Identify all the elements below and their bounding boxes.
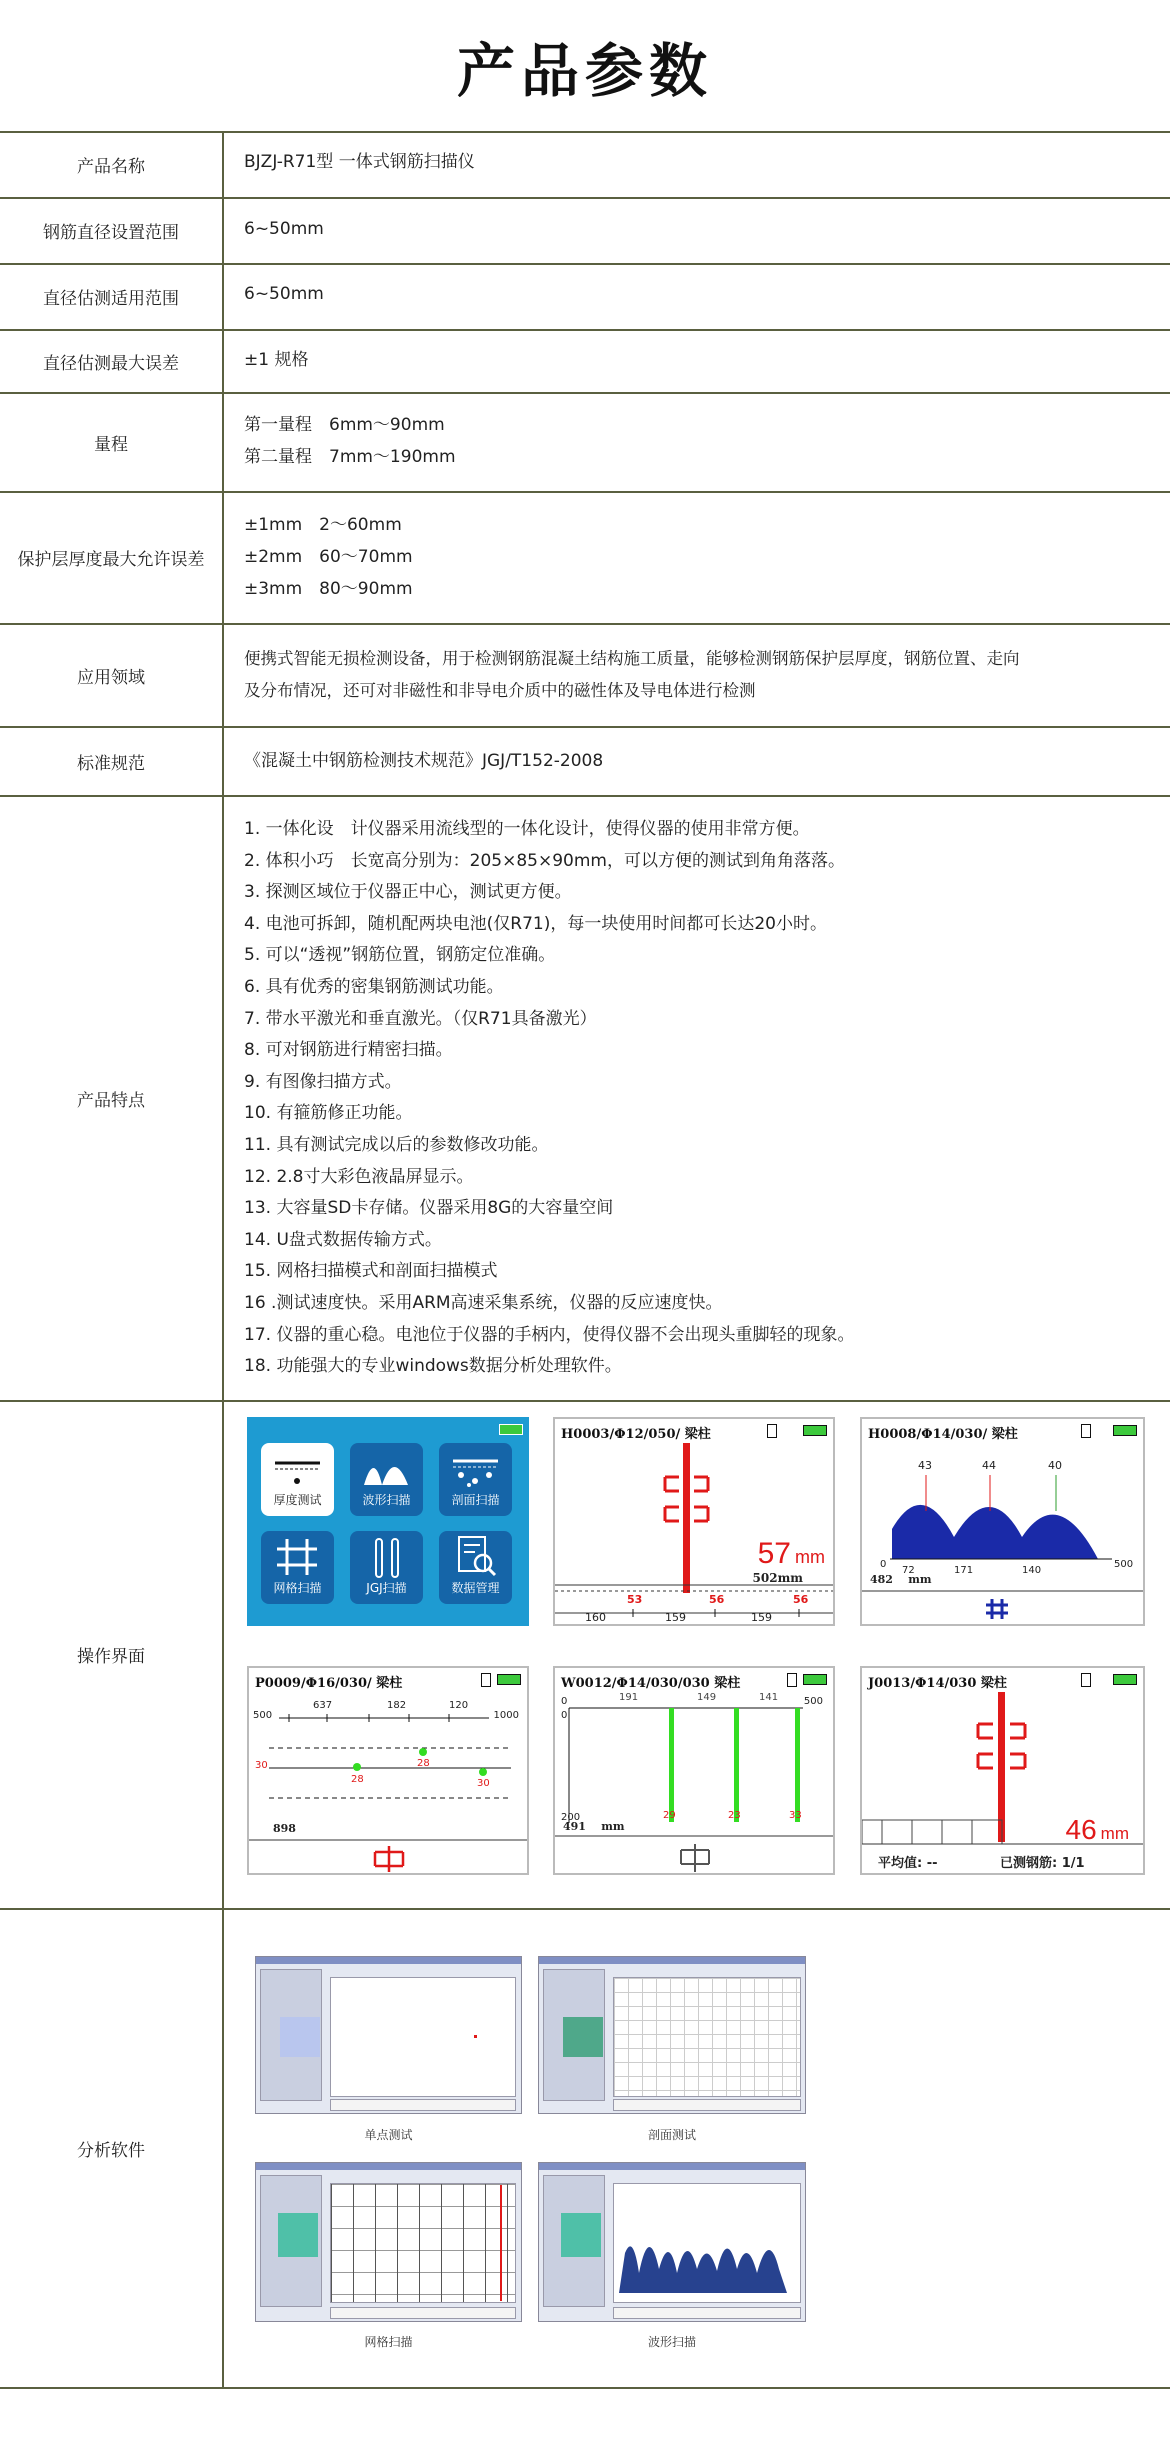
software-screenshot-single <box>255 1956 522 2114</box>
menu-item-thickness[interactable] <box>261 1443 334 1516</box>
software-caption: 网格扫描 <box>364 2335 413 2349</box>
row-value <box>244 509 1150 605</box>
dot-value: 30 <box>477 1778 490 1789</box>
value-line: 及分布情况，还可对非磁性和非导电介质中的磁性体及导电体进行检测 <box>244 681 756 700</box>
row-label: 保护层厚度最大允许误差 <box>17 550 205 570</box>
feature-item: 15. 网格扫描模式和剖面扫描模式 <box>244 1261 498 1282</box>
peak-label: 40 <box>1048 1459 1062 1472</box>
wave-thumbnail <box>619 2223 795 2303</box>
value-line: 6~50mm <box>244 284 324 304</box>
feature-item: 2. 体积小巧 长宽高分别为：205×85×90mm，可以方便的测试到角角落落。 <box>244 850 845 871</box>
software-screenshot-grid <box>255 2162 522 2322</box>
feature-item: 7. 带水平激光和垂直激光。（仅R71具备激光） <box>244 1008 597 1029</box>
jgj-scan-screen <box>860 1666 1145 1875</box>
feature-item: 4. 电池可拆卸，随机配两块电池(仅R71)，每一块使用时间都可长达20小时。 <box>244 913 827 934</box>
feature-item: 3. 探测区域位于仪器正中心，测试更方便。 <box>244 882 572 903</box>
value-line: 6~50mm <box>244 219 324 239</box>
feature-item: 16 .测试速度快。采用ARM高速采集系统，仪器的反应速度快。 <box>244 1292 723 1313</box>
row-label: 分析软件 <box>77 2140 145 2161</box>
bar-value: 23 <box>728 1810 741 1821</box>
depth-readout: 491 mm <box>563 1820 625 1833</box>
feature-item: 13. 大容量SD卡存储。仪器采用8G的大容量空间 <box>244 1198 614 1219</box>
divider <box>0 2387 1170 2389</box>
rebar-bar <box>734 1708 739 1822</box>
feature-item: 18. 功能强大的专业windows数据分析处理软件。 <box>244 1356 622 1377</box>
row-label: 直径估测适用范围 <box>43 289 179 309</box>
rebar-dot <box>419 1748 427 1756</box>
peak-label: 44 <box>982 1459 996 1472</box>
row-value <box>244 409 1150 473</box>
feature-item: 17. 仪器的重心稳。电池位于仪器的手柄内，使得仪器不会出现头重脚轻的现象。 <box>244 1324 855 1345</box>
row-value <box>244 643 1150 707</box>
menu-item-jgj[interactable] <box>350 1531 423 1604</box>
screen-title: H0003/Φ12/050/ 梁柱 <box>561 1427 711 1442</box>
bar-value: 29 <box>663 1810 676 1821</box>
feature-item: 9. 有图像扫描方式。 <box>244 1071 402 1092</box>
axis-tick: 171 <box>954 1565 974 1576</box>
profile-scan-screen <box>247 1666 529 1875</box>
row-label: 操作界面 <box>77 1647 145 1667</box>
menu-item-label: 厚度测试 <box>273 1493 322 1507</box>
value-line: ±1mm 2～60mm <box>244 515 402 535</box>
menu-item-wave[interactable] <box>350 1443 423 1516</box>
span-value: 191 <box>619 1692 639 1703</box>
feature-item: 12. 2.8寸大彩色液晶屏显示。 <box>244 1166 474 1187</box>
row-label: 量程 <box>94 434 128 455</box>
depth-readout: 482 mm <box>870 1573 932 1586</box>
row-label: 应用领域 <box>77 667 145 688</box>
mark-value: 56 <box>793 1593 809 1606</box>
peak-label: 43 <box>918 1459 932 1472</box>
rebar-icon <box>350 1531 423 1581</box>
wave-scan-screen <box>860 1417 1145 1626</box>
feature-item: 11. 具有测试完成以后的参数修改功能。 <box>244 1134 549 1155</box>
row-value <box>244 344 1150 376</box>
menu-item-grid[interactable] <box>261 1531 334 1604</box>
menu-item-label: 剖面扫描 <box>451 1493 500 1507</box>
axis-tick: 140 <box>1022 1565 1042 1576</box>
value-line: 便携式智能无损检测设备，用于检测钢筋混凝土结构施工质量，能够检测钢筋保护层厚度，钢筋位置、走向 <box>244 649 1020 668</box>
span-value: 141 <box>759 1692 779 1703</box>
screen-title: W0012/Φ14/030/030 梁柱 <box>561 1676 741 1691</box>
software-screenshot-wave <box>538 2162 806 2322</box>
axis-tick: 200 <box>561 1812 581 1823</box>
menu-item-label: JGJ扫描 <box>366 1581 407 1595</box>
wave-icon <box>350 1443 423 1493</box>
mark-value: 53 <box>627 1593 643 1606</box>
crosshair-icon <box>375 1846 403 1872</box>
row-value <box>244 745 1150 777</box>
single-point-screen <box>553 1417 835 1626</box>
gap-value: 160 <box>585 1611 606 1624</box>
software-caption: 波形扫描 <box>647 2335 696 2349</box>
dot-value: 28 <box>417 1758 430 1769</box>
row-value <box>244 213 1150 245</box>
rebar-count: 已测钢筋: 1/1 <box>1000 1856 1085 1871</box>
average-value: 平均值: -- <box>878 1856 938 1871</box>
row-value <box>244 146 1150 178</box>
battery-icon <box>499 1424 523 1435</box>
thickness-value: 46 mm <box>1065 1814 1129 1845</box>
value-line: 第二量程 7mm～190mm <box>244 447 456 467</box>
axis-tick: 500 <box>1114 1559 1134 1570</box>
grid-icon <box>261 1531 334 1581</box>
feature-item: 8. 可对钢筋进行精密扫描。 <box>244 1040 453 1061</box>
dot-value: 28 <box>351 1774 364 1785</box>
gap-value: 159 <box>665 1611 686 1624</box>
value-line: ±3mm 80～90mm <box>244 579 413 599</box>
screen-title: J0013/Φ14/030 梁柱 <box>868 1676 1007 1691</box>
row-label: 标准规范 <box>77 753 145 774</box>
axis-tick: 0 <box>561 1710 568 1721</box>
value-line: BJZJ-R71型 一体式钢筋扫描仪 <box>244 152 475 172</box>
axis-tick: 500 <box>253 1710 273 1721</box>
screen-title: H0008/Φ14/030/ 梁柱 <box>868 1427 1018 1442</box>
page-title: 产品参数 <box>456 37 713 105</box>
feature-item: 10. 有箍筋修正功能。 <box>244 1103 413 1124</box>
screen-title: P0009/Φ16/030/ 梁柱 <box>255 1676 403 1691</box>
axis-tick: 500 <box>803 1696 823 1707</box>
software-screenshot-section <box>538 1956 806 2114</box>
wave-area <box>892 1505 1098 1559</box>
value-line: ±1 规格 <box>244 350 309 370</box>
data-manage-icon <box>439 1531 512 1581</box>
value-line: 《混凝土中钢筋检测技术规范》JGJ/T152-2008 <box>244 751 604 771</box>
row-label: 产品特点 <box>77 1090 145 1111</box>
rebar-dot <box>479 1768 487 1776</box>
mark-value: 56 <box>709 1593 725 1606</box>
span-value: 149 <box>697 1692 717 1703</box>
rebar-dot <box>353 1763 361 1771</box>
thickness-icon <box>261 1443 334 1493</box>
value-line: 第一量程 6mm～90mm <box>244 415 445 435</box>
software-caption: 剖面测试 <box>647 2128 696 2142</box>
rebar-bar <box>795 1708 800 1822</box>
depth-readout: 898 <box>273 1822 296 1835</box>
thickness-value: 57 mm <box>757 1537 825 1570</box>
menu-item-label: 波形扫描 <box>362 1493 411 1507</box>
rebar-marker <box>683 1443 690 1593</box>
crosshair-icon <box>681 1844 709 1872</box>
menu-item-label: 数据管理 <box>451 1581 500 1595</box>
feature-item: 5. 可以“透视”钢筋位置，钢筋定位准确。 <box>244 945 556 966</box>
section-icon <box>439 1443 512 1493</box>
feature-list <box>244 814 1150 1383</box>
depth-readout: 502mm <box>752 1571 803 1585</box>
feature-item: 1. 一体化设 计仪器采用流线型的一体化设计，使得仪器的使用非常方便。 <box>244 819 810 839</box>
span-value: 637 <box>313 1700 333 1711</box>
gap-value: 159 <box>751 1611 772 1624</box>
column-divider <box>222 132 224 2389</box>
axis-tick: 0 <box>561 1696 568 1707</box>
row-label: 钢筋直径设置范围 <box>43 223 179 243</box>
rebar-bar <box>669 1708 674 1822</box>
menu-item-data[interactable] <box>439 1531 512 1604</box>
row-label: 产品名称 <box>77 157 145 177</box>
axis-tick: 0 <box>880 1559 887 1570</box>
feature-item: 14. U盘式数据传输方式。 <box>244 1229 442 1250</box>
menu-item-section[interactable] <box>439 1443 512 1516</box>
bar-value: 33 <box>789 1810 802 1821</box>
grid-scan-screen <box>553 1666 835 1875</box>
menu-screen <box>247 1417 529 1626</box>
axis-tick: 1000 <box>493 1710 519 1721</box>
row-value <box>244 278 1150 310</box>
value-line: ±2mm 60～70mm <box>244 547 413 567</box>
crosshair-icon <box>986 1599 1008 1619</box>
menu-item-label: 网格扫描 <box>273 1581 322 1595</box>
row-label: 直径估测最大误差 <box>43 353 179 374</box>
axis-tick: 30 <box>255 1760 268 1771</box>
span-value: 182 <box>387 1700 407 1711</box>
software-caption: 单点测试 <box>364 2128 413 2142</box>
axis-tick: 72 <box>902 1565 915 1576</box>
span-value: 120 <box>449 1700 469 1711</box>
feature-item: 6. 具有优秀的密集钢筋测试功能。 <box>244 976 504 997</box>
